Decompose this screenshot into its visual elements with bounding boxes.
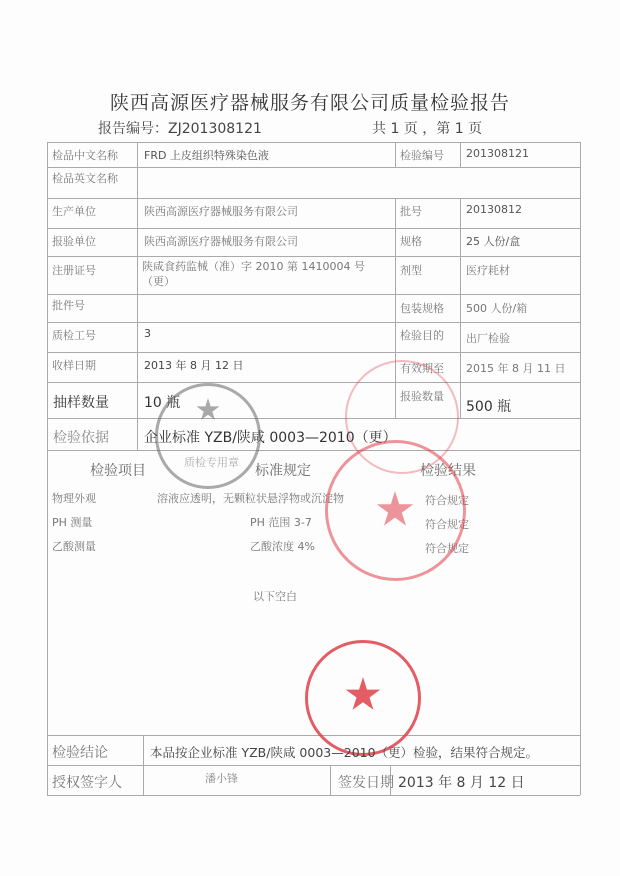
inspection-no-value: 201308121 [466, 147, 529, 160]
result-value: 符合规定 [425, 494, 469, 507]
result-item: PH 测量 [52, 516, 93, 529]
submitted-qty-label: 报验数量 [400, 390, 444, 403]
result-item: 乙酸测量 [52, 540, 96, 553]
red-company-seal [325, 440, 466, 581]
inspector-value: 3 [144, 327, 151, 340]
submitter-value: 陕西高源医疗器械服务有限公司 [144, 235, 298, 248]
basis-value: 企业标准 YZB/陕咸 0003—2010（更） [144, 430, 397, 446]
registration-value-block [142, 259, 390, 289]
basis-label: 检验依据 [53, 430, 109, 446]
packaging-value: 500 人份/箱 [466, 302, 528, 315]
report-number-value: ZJ201308121 [168, 121, 262, 137]
issue-date-label: 签发日期 [338, 775, 394, 791]
expiry-label: 有效期至 [400, 362, 444, 375]
header-standard: 标准规定 [255, 463, 311, 479]
blank-below-note: 以下空白 [253, 590, 297, 603]
form-label: 剂型 [400, 264, 422, 277]
star-icon [196, 398, 220, 422]
batch-label: 批号 [400, 205, 422, 218]
form-value: 医疗耗材 [466, 264, 510, 277]
spec-label: 规格 [400, 235, 422, 248]
result-item: 物理外观 [52, 492, 96, 505]
registration-label: 注册证号 [52, 264, 96, 277]
producer-value: 陕西高源医疗器械服务有限公司 [144, 205, 298, 218]
inspection-no-label: 检验编号 [400, 149, 444, 162]
page-count: 共 1 页 ，第 1 页 [372, 121, 483, 137]
spec-value: 25 人份/盒 [466, 235, 521, 248]
approval-label: 批件号 [52, 299, 85, 312]
result-standard: PH 范围 3-7 [250, 516, 312, 529]
packaging-label: 包装规格 [400, 302, 444, 315]
result-value: 符合规定 [425, 518, 469, 531]
header-result: 检验结果 [420, 463, 476, 479]
seal-text: 质检专用章 [184, 456, 239, 469]
en-name-label: 检品英文名称 [52, 172, 118, 185]
report-number [98, 118, 262, 138]
expiry-value: 2015 年 8 月 11 日 [466, 362, 566, 375]
submitter-label: 报验单位 [52, 235, 96, 248]
sample-label: 抽样数量 [53, 395, 109, 411]
purpose-value: 出厂检验 [466, 332, 510, 345]
received-value: 2013 年 8 月 12 日 [144, 359, 244, 372]
registration-value-suffix: （更） [142, 275, 175, 288]
producer-label: 生产单位 [52, 205, 96, 218]
received-label: 收样日期 [52, 359, 96, 372]
inspector-label: 质检工号 [52, 329, 96, 342]
header-item: 检验项目 [90, 463, 146, 479]
cn-name-value: FRD 上皮组织特殊染色液 [144, 149, 269, 162]
signature: 潘小锋 [205, 772, 238, 785]
red-company-seal [305, 640, 421, 756]
result-standard: 溶液应透明，无颗粒状悬浮物或沉淀物 [157, 492, 344, 505]
sample-value: 10 瓶 [144, 395, 181, 411]
star-icon [376, 491, 414, 529]
cn-name-label: 检品中文名称 [52, 149, 118, 162]
registration-value: 陕咸食药监械（准）字 2010 第 1410004 号 [142, 260, 365, 273]
batch-value: 20130812 [466, 203, 522, 216]
submitted-qty-value: 500 瓶 [466, 399, 512, 415]
report-title: 陕西高源医疗器械服务有限公司质量检验报告 [109, 92, 510, 114]
result-standard: 乙酸浓度 4% [250, 540, 315, 553]
conclusion-value: 本品按企业标准 YZB/陕咸 0003—2010（更）检验，结果符合规定。 [150, 745, 539, 760]
result-value: 符合规定 [425, 542, 469, 555]
purpose-label: 检验目的 [400, 329, 444, 342]
report-number-label: 报告编号： [98, 121, 168, 137]
star-icon [345, 677, 381, 713]
issue-date-value: 2013 年 8 月 12 日 [398, 775, 525, 791]
signer-label: 授权签字人 [52, 775, 122, 791]
quality-inspection-seal [155, 383, 261, 489]
conclusion-label: 检验结论 [52, 745, 108, 761]
